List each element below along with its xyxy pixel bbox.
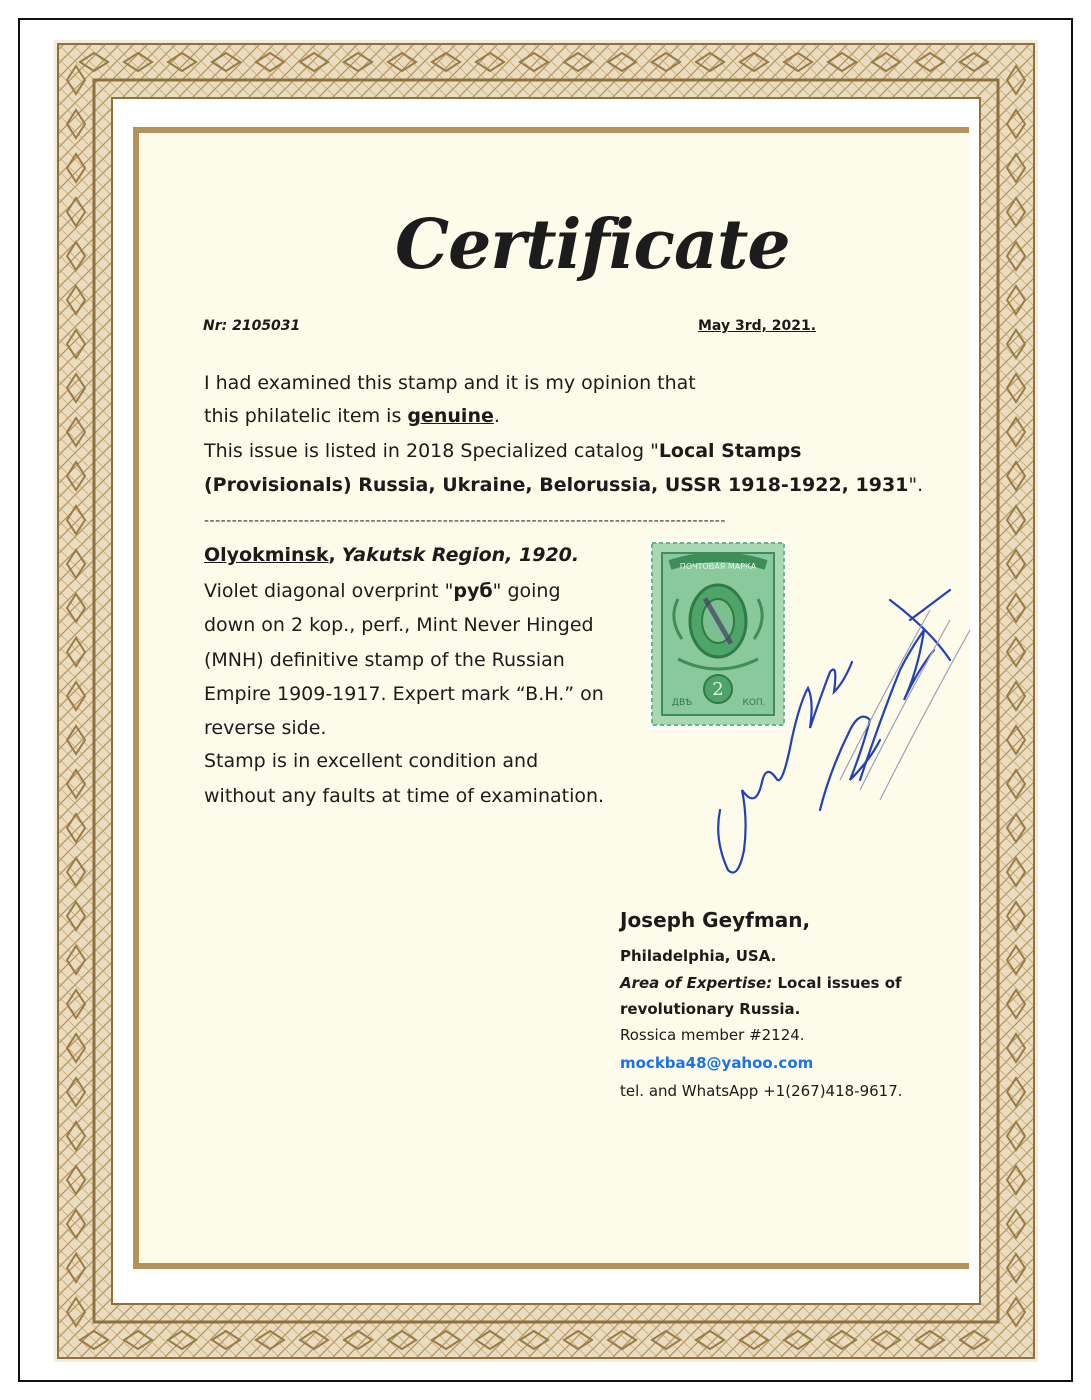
expert-phone: tel. and WhatsApp +1(267)418-9617. bbox=[620, 1082, 903, 1100]
item-desc-5: reverse side. bbox=[204, 717, 327, 739]
item-desc-6: Stamp is in excellent condition and bbox=[204, 750, 539, 772]
statement-line-1: I had examined this stamp and it is my opinion that bbox=[204, 372, 696, 394]
item-desc-7: without any faults at time of examination. bbox=[204, 785, 605, 807]
separator-line: ---------------------------------------------------------------------------------------------- bbox=[204, 513, 726, 529]
item-desc-4: Empire 1909-1917. Expert mark “B.H.” on bbox=[204, 683, 604, 705]
expert-email-link[interactable]: mockba48@yahoo.com bbox=[620, 1054, 814, 1072]
item-desc-3: (MNH) definitive stamp of the Russian bbox=[204, 649, 565, 671]
expert-name: Joseph Geyfman, bbox=[620, 908, 811, 932]
statement-line-3: This issue is listed in 2018 Specialized catalog "Local Stamps bbox=[204, 440, 802, 462]
item-heading: Olyokminsk, Yakutsk Region, 1920. bbox=[204, 544, 580, 566]
item-desc-2: down on 2 kop., perf., Mint Never Hinged bbox=[204, 614, 594, 636]
statement-line-2: this philatelic item is genuine. bbox=[204, 405, 500, 427]
stamp-bottom-left: ДВѢ bbox=[671, 698, 693, 708]
verdict-genuine: genuine bbox=[407, 405, 494, 427]
expert-location: Philadelphia, USA. bbox=[620, 947, 777, 965]
statement-line-4: (Provisionals) Russia, Ukraine, Belorussia, USSR 1918-1922, 1931". bbox=[204, 474, 924, 496]
certificate-date: May 3rd, 2021. bbox=[698, 318, 817, 334]
expert-membership: Rossica member #2124. bbox=[620, 1026, 805, 1044]
expert-expertise-line-1: Area of Expertise: Local issues of bbox=[620, 974, 902, 992]
stamp-top-text: ПОЧТОВАЯ МАРКА bbox=[679, 562, 757, 571]
item-desc-1: Violet diagonal overprint "руб" going bbox=[204, 580, 561, 602]
stamp-bottom-right: КОП. bbox=[742, 698, 766, 708]
certificate-title: Certificate bbox=[395, 205, 790, 285]
certificate-number: Nr: 2105031 bbox=[203, 318, 301, 334]
stamp-denomination: 2 bbox=[712, 679, 724, 700]
expert-expertise-line-2: revolutionary Russia. bbox=[620, 1000, 801, 1018]
expert-signature bbox=[690, 560, 1000, 900]
